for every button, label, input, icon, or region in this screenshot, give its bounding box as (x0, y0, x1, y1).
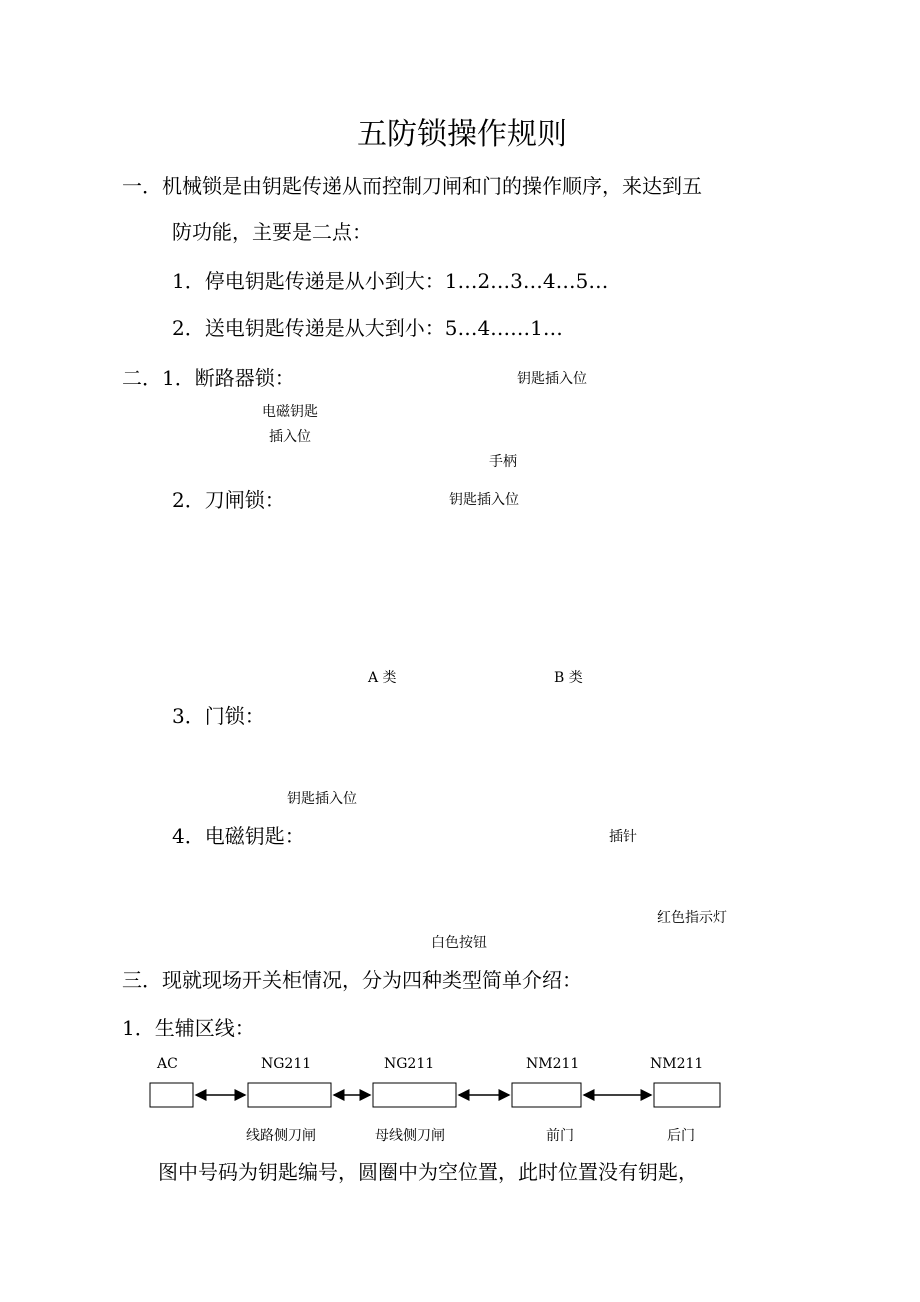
label-key-slot-2: 钥匙插入位 (449, 492, 519, 508)
s3-heading: 三．现就现场开关柜情况，分为四种类型简单介绍： (122, 968, 582, 992)
s1-point2: 2．送电钥匙传递是从大到小：5…4……1… (172, 316, 563, 340)
s1-line2: 防功能，主要是二点： (172, 220, 372, 244)
code-ng211-a: NG211 (261, 1056, 312, 1072)
s2-heading2: 2．刀闸锁： (172, 488, 285, 512)
box-rear-door (654, 1083, 720, 1107)
label-type-a: A 类 (368, 670, 397, 686)
box-line-disconnector (248, 1083, 331, 1107)
label-handle: 手柄 (489, 454, 517, 470)
label-key-slot-3: 钥匙插入位 (287, 791, 357, 807)
label-line-disconnector: 线路侧刀闸 (246, 1128, 316, 1144)
s3-paragraph: 图中号码为钥匙编号，圆圈中为空位置，此时位置没有钥匙， (158, 1160, 698, 1184)
label-front-door: 前门 (546, 1128, 574, 1144)
s1-line1: 一．机械锁是由钥匙传递从而控制刀闸和门的操作顺序，来达到五 (122, 174, 702, 198)
page-title: 五防锁操作规则 (357, 117, 567, 152)
label-key-slot: 钥匙插入位 (517, 371, 587, 387)
label-em-key: 电磁钥匙 (262, 404, 318, 420)
s2-heading3: 3．门锁： (172, 704, 265, 728)
label-pin: 插针 (609, 829, 637, 845)
label-red-light: 红色指示灯 (657, 910, 727, 926)
s2-heading4: 4．电磁钥匙： (172, 824, 305, 848)
code-nm211-b: NM211 (650, 1056, 704, 1072)
s3-sub1: 1．生辅区线： (122, 1016, 255, 1040)
label-bus-disconnector: 母线侧刀闸 (375, 1128, 445, 1144)
box-ac (150, 1083, 193, 1107)
s2-heading1: 二．1．断路器锁： (122, 366, 295, 390)
label-white-button: 白色按钮 (431, 935, 487, 951)
label-type-b: B 类 (554, 670, 583, 686)
label-rear-door: 后门 (667, 1128, 695, 1144)
label-em-slot: 插入位 (269, 429, 311, 445)
code-ac: AC (157, 1056, 178, 1072)
code-nm211-a: NM211 (526, 1056, 580, 1072)
code-ng211-b: NG211 (384, 1056, 435, 1072)
s1-point1: 1．停电钥匙传递是从小到大：1…2…3…4…5… (172, 269, 609, 293)
box-front-door (512, 1083, 581, 1107)
box-bus-disconnector (373, 1083, 456, 1107)
